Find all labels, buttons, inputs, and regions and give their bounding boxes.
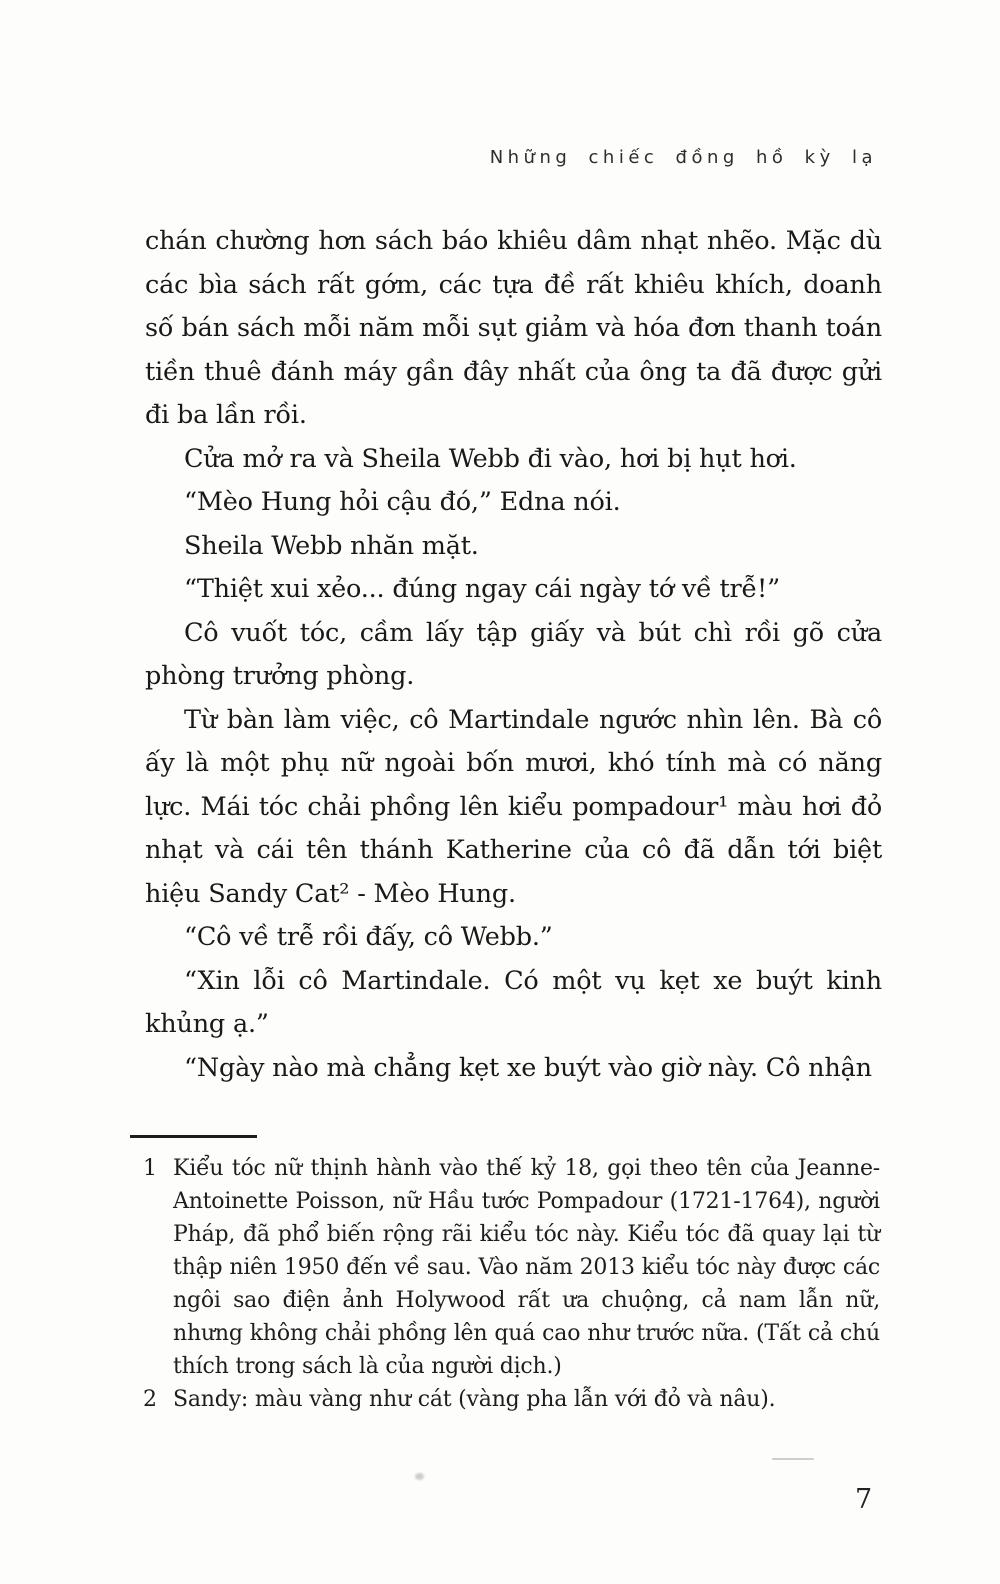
paragraph: Cửa mở ra và Sheila Webb đi vào, hơi bị hụt hơi.: [184, 443, 797, 474]
footnote-marker: 1: [143, 1156, 157, 1181]
footnote-text: Sandy: màu vàng như cát (vàng pha lẫn với đỏ và nâu).: [173, 1387, 776, 1412]
footnote-marker: 2: [143, 1387, 157, 1412]
paragraph: “Ngày nào mà chẳng kẹt xe buýt vào giờ này. Cô nhận: [184, 1052, 872, 1083]
paragraph: “Mèo Hung hỏi cậu đó,” Edna nói.: [184, 487, 621, 517]
paragraph: Cô vuốt tóc, cầm lấy tập giấy và bút chì rồi gõ cửa phòng trưởng phòng.: [145, 617, 882, 691]
scan-artifact: [772, 1458, 814, 1460]
scan-artifact: [415, 1473, 424, 1480]
footnote-text: Kiểu tóc nữ thịnh hành vào thế kỷ 18, gọi theo tên của Jeanne-Antoinette Poisson, nữ Hầu tước Pompadour (1721-1764), người Pháp, đã phổ biến rộng rãi kiểu tóc này. Kiểu tóc đã quay lại từ thập niên 1950 đến về sau. Vào năm 2013 kiểu tóc này được các ngôi sao điện ảnh Holywood rất ưa chuộng, cả nam lẫn nữ, nhưng không chải phồng lên quá cao như trước nữa. (Tất cả chú thích trong sách là của người dịch.): [173, 1156, 880, 1379]
running-header: Những chiếc đồng hồ kỳ lạ: [489, 147, 877, 168]
footnote-separator: [130, 1135, 257, 1138]
paragraph: “Xin lỗi cô Martindale. Có một vụ kẹt xe buýt kinh khủng ạ.”: [145, 965, 882, 1039]
paragraph: “Thiệt xui xẻo... đúng ngay cái ngày tớ về trễ!”: [184, 574, 780, 604]
footnote-item: [143, 1152, 880, 1383]
paragraph: Sheila Webb nhăn mặt.: [184, 530, 479, 561]
page-number: 7: [855, 1484, 873, 1515]
footnotes: [143, 1152, 880, 1416]
paragraph: “Cô về trễ rồi đấy, cô Webb.”: [184, 922, 553, 952]
paragraph: Từ bàn làm việc, cô Martindale ngước nhìn lên. Bà cô ấy là một phụ nữ ngoài bốn mươi, khó tính mà có năng lực. Mái tóc chải phồng lên kiểu pompadour¹ màu hơi đỏ nhạt và cái tên thánh Katherine của cô đã dẫn tới biệt hiệu Sandy Cat² - Mèo Hung.: [145, 704, 882, 909]
body-text: [145, 220, 882, 1090]
footnote-item: [143, 1383, 880, 1416]
paragraph: chán chường hơn sách báo khiêu dâm nhạt nhẽo. Mặc dù các bìa sách rất gớm, các tựa đề rất khiêu khích, doanh số bán sách mỗi năm mỗi sụt giảm và hóa đơn thanh toán tiền thuê đánh máy gần đây nhất của ông ta đã được gửi đi ba lần rồi.: [145, 226, 882, 430]
